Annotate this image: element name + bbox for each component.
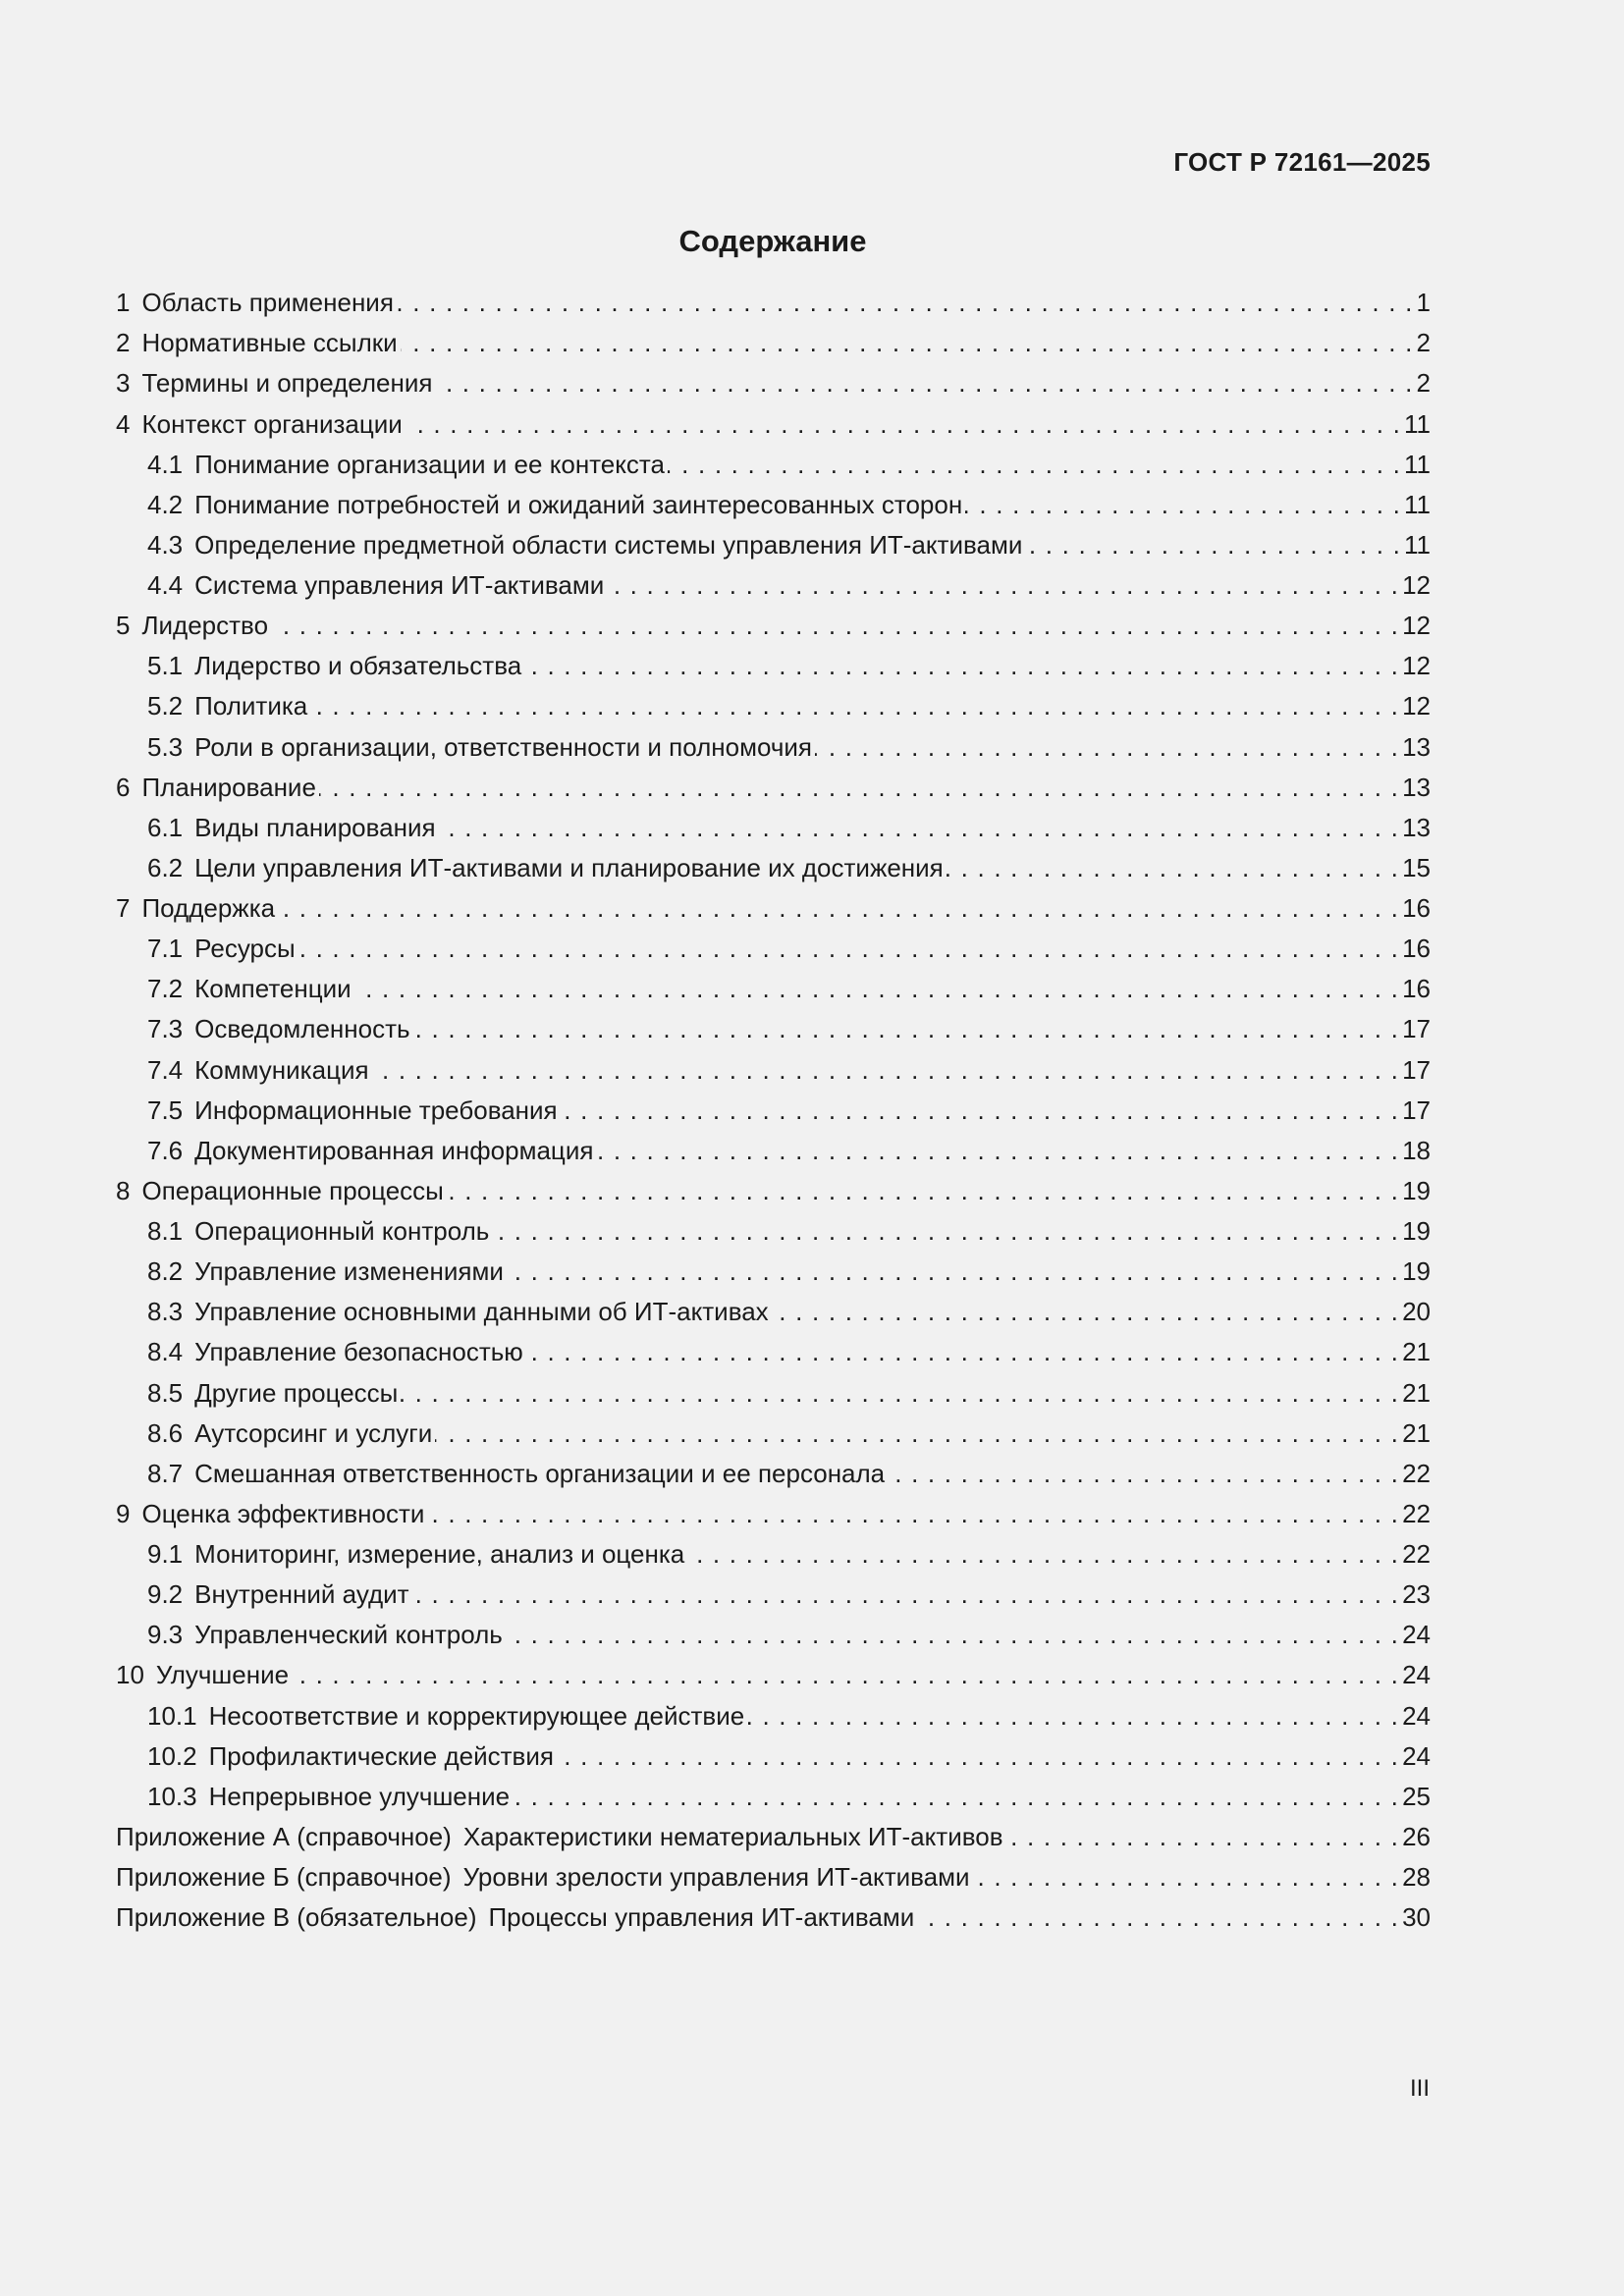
- toc-entry-number: 8.3: [147, 1297, 184, 1327]
- toc-entry-number: 8.1: [147, 1216, 184, 1246]
- toc-entry-page: 24: [1402, 1660, 1431, 1690]
- toc-leader-dots: [412, 1575, 1399, 1615]
- toc-entry[interactable]: [116, 1171, 1431, 1211]
- toc-entry-title: Роли в организации, ответственности и полномочия: [194, 731, 813, 762]
- toc-entry[interactable]: [116, 1615, 1431, 1655]
- toc-entry-title: Улучшение: [155, 1660, 290, 1690]
- toc-entry-number: 10.2: [147, 1740, 197, 1771]
- document-code: ГОСТ Р 72161—2025: [1173, 147, 1431, 177]
- toc-entry-number: 6.2: [147, 852, 184, 882]
- toc-entry-page: 19: [1402, 1216, 1431, 1246]
- toc-entry[interactable]: [116, 1292, 1431, 1332]
- toc-leader-dots: [973, 1857, 1400, 1897]
- toc-entry[interactable]: [116, 726, 1431, 767]
- toc-entry-number: 7.6: [147, 1135, 184, 1165]
- toc-entry[interactable]: [116, 283, 1431, 323]
- toc-entry-title: Управление безопасностью: [194, 1337, 523, 1367]
- toc-entry-page: 13: [1402, 731, 1431, 762]
- toc-leader-dots: [815, 727, 1399, 768]
- toc-entry-page: 12: [1402, 611, 1431, 641]
- toc-leader-dots: [271, 606, 1399, 646]
- toc-entry-title: Контекст организации: [141, 408, 403, 439]
- toc-leader-dots: [427, 1494, 1399, 1534]
- toc-entry[interactable]: [116, 1211, 1431, 1252]
- toc-entry[interactable]: [116, 1332, 1431, 1372]
- toc-entry-title: Планирование: [141, 772, 316, 802]
- toc-entry-title: Лидерство и обязательства: [194, 651, 522, 681]
- toc-entry[interactable]: [116, 1857, 1431, 1897]
- toc-leader-dots: [526, 1332, 1399, 1372]
- toc-leader-dots: [506, 1615, 1399, 1655]
- toc-entry-title: Другие процессы: [194, 1377, 399, 1408]
- toc-leader-dots: [401, 1373, 1399, 1414]
- toc-entry-page: 25: [1402, 1781, 1431, 1811]
- toc-entry-title: Виды планирования: [194, 812, 436, 842]
- toc-entry-title: Система управления ИТ-активами: [194, 570, 605, 600]
- toc-entry-number: 4: [116, 408, 131, 439]
- toc-entry-number: 8: [116, 1175, 131, 1205]
- toc-entry-number: 5.3: [147, 731, 184, 762]
- toc-entry-title: Смешанная ответственность организации и ее персонала: [194, 1458, 886, 1488]
- toc-entry-title: Понимание потребностей и ожиданий заинтересованных сторон: [194, 489, 963, 519]
- toc-leader-dots: [772, 1292, 1399, 1332]
- toc-entry[interactable]: [116, 1049, 1431, 1090]
- toc-entry-title: Несоответствие и корректирующее действие: [208, 1700, 745, 1731]
- toc-entry-page: 19: [1402, 1175, 1431, 1205]
- toc-entry[interactable]: [116, 1897, 1431, 1938]
- toc-entry-number: 8.7: [147, 1458, 184, 1488]
- toc-entry-title: Документированная информация: [194, 1135, 594, 1165]
- toc-entry[interactable]: [116, 1091, 1431, 1131]
- toc-entry-title: Лидерство: [141, 611, 269, 641]
- toc-entry-number: 7.3: [147, 1014, 184, 1044]
- toc-leader-dots: [278, 888, 1399, 929]
- toc-leader-dots: [1025, 525, 1401, 565]
- toc-entry-title: Нормативные ссылки: [141, 328, 398, 358]
- toc-entry-page: 12: [1402, 691, 1431, 721]
- toc-leader-dots: [435, 363, 1413, 403]
- table-of-contents: [116, 283, 1431, 1938]
- toc-entry-title: Уровни зрелости управления ИТ-активами: [462, 1862, 970, 1892]
- toc-entry-title: Характеристики нематериальных ИТ-активов: [462, 1821, 1003, 1851]
- toc-entry[interactable]: [116, 323, 1431, 363]
- toc-entry-page: 17: [1402, 1054, 1431, 1085]
- toc-entry[interactable]: [116, 606, 1431, 646]
- toc-leader-dots: [435, 1414, 1399, 1454]
- toc-entry-number: 9: [116, 1498, 131, 1528]
- toc-entry[interactable]: [116, 485, 1431, 525]
- toc-entry[interactable]: [116, 1252, 1431, 1292]
- toc-entry[interactable]: [116, 1534, 1431, 1575]
- toc-entry[interactable]: [116, 1777, 1431, 1817]
- toc-leader-dots: [354, 969, 1399, 1009]
- toc-entry[interactable]: [116, 1414, 1431, 1454]
- toc-entry[interactable]: [116, 1736, 1431, 1777]
- toc-entry-title: Компетенции: [194, 974, 352, 1004]
- toc-entry-number: 9.1: [147, 1539, 184, 1569]
- toc-leader-dots: [397, 283, 1414, 323]
- toc-entry-number: 7.4: [147, 1054, 184, 1085]
- toc-entry-title: Политика: [194, 691, 308, 721]
- toc-entry[interactable]: [116, 1575, 1431, 1615]
- toc-entry-number: 8.5: [147, 1377, 184, 1408]
- toc-entry-page: 24: [1402, 1620, 1431, 1650]
- toc-entry-page: 30: [1402, 1902, 1431, 1933]
- toc-entry-page: 24: [1402, 1700, 1431, 1731]
- toc-leader-dots: [507, 1252, 1399, 1292]
- toc-entry-number: 4.3: [147, 529, 184, 560]
- toc-leader-dots: [524, 646, 1399, 686]
- toc-entry-page: 21: [1402, 1377, 1431, 1408]
- toc-entry-number: 10: [116, 1660, 144, 1690]
- toc-entry-page: 11: [1404, 529, 1431, 560]
- toc-entry[interactable]: [116, 1131, 1431, 1171]
- toc-entry-number: 7.5: [147, 1095, 184, 1125]
- toc-leader-dots: [401, 323, 1414, 363]
- toc-leader-dots: [447, 1171, 1399, 1211]
- toc-entry-page: 26: [1402, 1821, 1431, 1851]
- toc-entry-title: Непрерывное улучшение: [208, 1781, 511, 1811]
- toc-entry-number: 3: [116, 368, 131, 399]
- toc-entry[interactable]: [116, 1655, 1431, 1695]
- toc-entry-page: 11: [1404, 489, 1431, 519]
- toc-entry-page: 11: [1404, 408, 1431, 439]
- toc-entry-number: 4.2: [147, 489, 184, 519]
- toc-entry-page: 22: [1402, 1458, 1431, 1488]
- toc-leader-dots: [747, 1696, 1399, 1736]
- toc-leader-dots: [513, 1777, 1399, 1817]
- toc-entry-number: 4.4: [147, 570, 184, 600]
- toc-entry-title: Определение предметной области системы управления ИТ-активами: [194, 529, 1023, 560]
- toc-entry[interactable]: [116, 1454, 1431, 1494]
- toc-entry[interactable]: [116, 929, 1431, 969]
- toc-entry-number: 10.1: [147, 1700, 197, 1731]
- toc-entry-page: 17: [1402, 1095, 1431, 1125]
- toc-entry-number: 7.2: [147, 974, 184, 1004]
- toc-leader-dots: [372, 1050, 1399, 1091]
- toc-leader-dots: [687, 1534, 1399, 1575]
- toc-leader-dots: [888, 1454, 1399, 1494]
- toc-leader-dots: [310, 686, 1399, 726]
- toc-entry-page: 1: [1416, 288, 1431, 318]
- toc-leader-dots: [413, 1009, 1400, 1049]
- toc-entry-title: Оценка эффективности: [141, 1498, 425, 1528]
- toc-entry-page: 21: [1402, 1417, 1431, 1448]
- toc-entry-title: Управление изменениями: [194, 1256, 504, 1287]
- toc-entry-title: Операционные процессы: [141, 1175, 444, 1205]
- toc-entry-title: Понимание организации и ее контекста: [194, 449, 665, 479]
- toc-entry[interactable]: [116, 768, 1431, 808]
- toc-entry-page: 19: [1402, 1256, 1431, 1287]
- toc-entry-title: Коммуникация: [194, 1054, 369, 1085]
- toc-entry-page: 16: [1402, 934, 1431, 964]
- toc-entry[interactable]: [116, 808, 1431, 848]
- toc-leader-dots: [965, 485, 1401, 525]
- toc-entry-number: 6: [116, 772, 131, 802]
- toc-entry[interactable]: [116, 1372, 1431, 1413]
- toc-entry[interactable]: [116, 1009, 1431, 1049]
- toc-leader-dots: [561, 1091, 1399, 1131]
- toc-entry-title: Операционный контроль: [194, 1216, 490, 1246]
- toc-leader-dots: [557, 1736, 1399, 1777]
- toc-leader-dots: [607, 565, 1399, 606]
- toc-entry-title: Поддержка: [141, 893, 276, 923]
- toc-entry-page: 22: [1402, 1498, 1431, 1528]
- toc-leader-dots: [292, 1655, 1399, 1695]
- page-number: III: [1409, 2075, 1430, 2102]
- toc-leader-dots: [668, 445, 1401, 485]
- toc-entry-number: 9.2: [147, 1579, 184, 1610]
- toc-entry-page: 24: [1402, 1740, 1431, 1771]
- toc-entry-title: Аутсорсинг и услуги: [194, 1417, 433, 1448]
- toc-entry-number: 4.1: [147, 449, 184, 479]
- toc-leader-dots: [319, 768, 1399, 808]
- toc-entry[interactable]: [116, 525, 1431, 565]
- toc-entry-page: 13: [1402, 812, 1431, 842]
- toc-entry[interactable]: [116, 969, 1431, 1009]
- toc-entry-page: 2: [1416, 328, 1431, 358]
- toc-entry-title: Профилактические действия: [208, 1740, 554, 1771]
- toc-entry-page: 11: [1404, 449, 1431, 479]
- toc-leader-dots: [439, 808, 1400, 848]
- toc-entry[interactable]: [116, 363, 1431, 403]
- toc-entry-title: Процессы управления ИТ-активами: [488, 1902, 915, 1933]
- toc-leader-dots: [596, 1131, 1399, 1171]
- toc-entry-page: 13: [1402, 772, 1431, 802]
- toc-entry-page: 23: [1402, 1579, 1431, 1610]
- toc-leader-dots: [406, 404, 1401, 445]
- toc-entry-title: Управленческий контроль: [194, 1620, 503, 1650]
- toc-entry-page: 22: [1402, 1539, 1431, 1569]
- toc-entry-title: Мониторинг, измерение, анализ и оценка: [194, 1539, 685, 1569]
- toc-entry-title: Ресурсы: [194, 934, 296, 964]
- toc-entry[interactable]: [116, 888, 1431, 929]
- toc-entry-number: 8.6: [147, 1417, 184, 1448]
- toc-entry[interactable]: [116, 848, 1431, 888]
- toc-entry-number: 5.1: [147, 651, 184, 681]
- toc-entry-page: 20: [1402, 1297, 1431, 1327]
- toc-entry-page: 12: [1402, 570, 1431, 600]
- toc-entry[interactable]: [116, 686, 1431, 726]
- toc-entry[interactable]: [116, 445, 1431, 485]
- toc-entry-title: Цели управления ИТ-активами и планирование их достижения: [194, 852, 944, 882]
- toc-leader-dots: [1006, 1817, 1400, 1857]
- toc-entry-number: 8.4: [147, 1337, 184, 1367]
- toc-entry-page: 18: [1402, 1135, 1431, 1165]
- toc-entry[interactable]: [116, 646, 1431, 686]
- toc-entry-title: Термины и определения: [141, 368, 433, 399]
- toc-entry-number: 7: [116, 893, 131, 923]
- toc-entry-page: 12: [1402, 651, 1431, 681]
- toc-entry-number: 1: [116, 288, 131, 318]
- toc-entry[interactable]: [116, 1494, 1431, 1534]
- toc-entry-number: 2: [116, 328, 131, 358]
- toc-entry-page: 2: [1416, 368, 1431, 399]
- toc-entry-title: Внутренний аудит: [194, 1579, 409, 1610]
- toc-entry-number: 10.3: [147, 1781, 197, 1811]
- toc-title: Содержание: [678, 224, 867, 258]
- toc-entry-number: 6.1: [147, 812, 184, 842]
- toc-entry-number: 5: [116, 611, 131, 641]
- toc-leader-dots: [947, 848, 1399, 888]
- toc-leader-dots: [492, 1211, 1399, 1252]
- toc-entry-title: Осведомленность: [194, 1014, 410, 1044]
- toc-entry[interactable]: [116, 403, 1431, 444]
- toc-entry[interactable]: [116, 565, 1431, 606]
- toc-entry-title: Управление основными данными об ИТ-активах: [194, 1297, 769, 1327]
- toc-entry-page: 16: [1402, 893, 1431, 923]
- toc-entry-number: Приложение Б (справочное): [116, 1862, 452, 1892]
- toc-entry-number: Приложение А (справочное): [116, 1821, 452, 1851]
- toc-entry-number: 8.2: [147, 1256, 184, 1287]
- toc-leader-dots: [917, 1897, 1399, 1938]
- toc-entry-number: 7.1: [147, 934, 184, 964]
- toc-entry-number: 9.3: [147, 1620, 184, 1650]
- toc-leader-dots: [298, 929, 1399, 969]
- toc-entry-title: Область применения: [141, 288, 394, 318]
- toc-entry-number: Приложение В (обязательное): [116, 1902, 477, 1933]
- toc-entry-page: 16: [1402, 974, 1431, 1004]
- toc-entry-page: 28: [1402, 1862, 1431, 1892]
- toc-entry[interactable]: [116, 1817, 1431, 1857]
- toc-entry-page: 15: [1402, 852, 1431, 882]
- toc-entry-page: 17: [1402, 1014, 1431, 1044]
- toc-entry-number: 5.2: [147, 691, 184, 721]
- toc-entry-page: 21: [1402, 1337, 1431, 1367]
- toc-entry-title: Информационные требования: [194, 1095, 558, 1125]
- toc-entry[interactable]: [116, 1695, 1431, 1735]
